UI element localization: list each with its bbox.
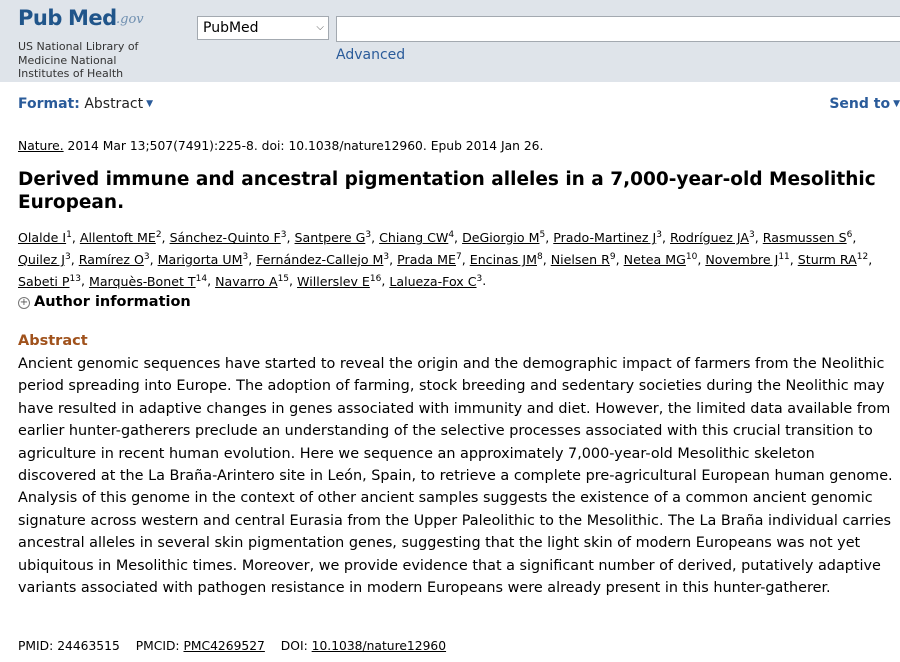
author-link[interactable]: Chiang CW bbox=[379, 230, 449, 246]
author-item bbox=[18, 274, 81, 289]
author-link[interactable]: Willerslev E bbox=[297, 273, 370, 289]
author-affiliation: 13 bbox=[69, 273, 81, 284]
format-label: Format: bbox=[18, 96, 80, 112]
author-affiliation: 8 bbox=[536, 251, 543, 262]
database-select-value: PubMed bbox=[203, 20, 259, 36]
advanced-search-link[interactable]: Advanced bbox=[336, 47, 406, 63]
author-affiliation: 3 bbox=[365, 230, 372, 240]
author-item bbox=[297, 274, 381, 289]
author-affiliation: 5 bbox=[539, 230, 546, 240]
author-item bbox=[170, 230, 287, 245]
author-affiliation: 3 bbox=[280, 230, 287, 240]
send-to-label: Send to bbox=[829, 96, 891, 112]
author-link[interactable]: Netea MG bbox=[623, 251, 686, 267]
author-information-toggle[interactable] bbox=[18, 294, 191, 310]
author-link[interactable]: Novembre J bbox=[705, 251, 779, 267]
author-link[interactable]: Encinas JM bbox=[469, 251, 537, 267]
author-item bbox=[79, 252, 150, 267]
author-link[interactable]: Rasmussen S bbox=[762, 230, 847, 246]
author-item bbox=[256, 252, 389, 267]
doi-label: DOI: bbox=[280, 639, 308, 653]
author-item bbox=[18, 252, 71, 267]
chevron-down-icon: ▼ bbox=[893, 99, 900, 109]
author-affiliation: 4 bbox=[448, 230, 455, 240]
author-item bbox=[470, 252, 543, 267]
article-title: Derived immune and ancestral pigmentation alleles in a 7,000-year-old Mesolithic European. bbox=[18, 169, 876, 213]
header-bar bbox=[0, 0, 900, 82]
citation-details: 2014 Mar 13;507(7491):225-8. doi: 10.1038/nature12960. Epub 2014 Jan 26. bbox=[63, 139, 544, 153]
author-affiliation: 3 bbox=[242, 251, 249, 262]
author-link[interactable]: Navarro A bbox=[215, 273, 278, 289]
author-affiliation: 10 bbox=[685, 251, 698, 262]
author-item bbox=[462, 230, 545, 245]
chevron-down-icon: ▼ bbox=[146, 99, 154, 109]
pmcid-link[interactable]: PMC4269527 bbox=[183, 639, 265, 653]
author-link[interactable]: Marquès-Bonet T bbox=[88, 273, 196, 289]
author-affiliation: 3 bbox=[749, 230, 755, 240]
author-item bbox=[80, 230, 162, 245]
author-item bbox=[89, 274, 207, 289]
abstract-text: Ancient genomic sequences have started to reveal the origin and the demographic impact of farmers from the Neolithic period spreading into Europe. The adoption of farming, stock breeding and sedentary societies during the Neolithic may have resulted in adaptive changes in genes associated with immunity and diet. However, the limited data available from earlier hunter-gatherers preclude an understanding of the selective processes associated with this crucial transition to agriculture in recent human evolution. Here we sequence an approximately 7,000-year-old Mesolithic skeleton discovered at the La Braña-Arintero site in León, Spain, to retrieve a complete pre-agricultural European human genome. Analysis of this genome in the context of other ancient samples suggests the existence of a common ancient genomic signature across western and central Eurasia from the Upper Paleolithic to the Mesolithic. The La Braña individual carries ancestral alleles in several skin pigmentation genes, suggesting that the light skin of modern Europeans was not yet ubiquitous in Mesolithic times. Moreover, we provide evidence that a significant number of derived, putatively adaptive variants associated with pathogen resistance in modern Europeans were already present in this hunter-gatherer. bbox=[18, 356, 893, 597]
author-link[interactable]: Sturm RA bbox=[797, 251, 857, 267]
logo-med-text: Med bbox=[68, 6, 117, 30]
author-affiliation: 2 bbox=[155, 230, 162, 240]
author-item bbox=[551, 252, 616, 267]
pmcid-label: PMCID: bbox=[135, 639, 180, 653]
author-affiliation: 1 bbox=[66, 230, 72, 240]
chevron-down-icon: ⌵ bbox=[316, 22, 324, 33]
abstract-heading: Abstract bbox=[18, 333, 88, 349]
author-item bbox=[553, 230, 662, 245]
author-list: Olalde $I^1$, Allentoft $ME^2$, Sánchez-Quinto $F^3$, Santpere $G^3$, Chiang $CW^4$, DeGiorgio $M^5$, Prado-Martinez $J^3$, Rodríguez $JA^3$, Rasmussen $S^6$, Quilez $J^3$, Ramírez $O^3$, Marigorta $UM^3$, Fernández-Callejo $M^3$, Prada $ME^7$, Encinas $JM^8$, Nielsen $R^9$, Netea MG$^{10}$, Novembre $J^{11}$, Sturm RA$^{12}$, Sabeti $P^{13}$, Marquès-Bonet $T^{14}$, Navarro $A^{15}$, Willerslev $E^{16}$, Lalueza-Fox $C^3$. bbox=[18, 230, 873, 289]
database-select[interactable] bbox=[197, 16, 329, 40]
author-item bbox=[763, 230, 853, 245]
author-link[interactable]: Allentoft ME bbox=[79, 230, 156, 246]
author-affiliation: 3 bbox=[656, 230, 662, 240]
author-item bbox=[389, 274, 482, 289]
author-link[interactable]: Marigorta UM bbox=[157, 251, 243, 267]
citation-line bbox=[18, 139, 543, 153]
plus-circle-icon: + bbox=[19, 297, 29, 308]
pmid-label: PMID: bbox=[18, 639, 54, 653]
author-affiliation: 16 bbox=[369, 273, 382, 284]
author-link[interactable]: Sabeti P bbox=[18, 273, 70, 289]
author-item bbox=[798, 252, 868, 267]
author-affiliation: 3 bbox=[476, 273, 483, 284]
author-link[interactable]: Rodríguez JA bbox=[670, 230, 750, 246]
doi-link[interactable]: 10.1038/nature12960 bbox=[311, 639, 447, 653]
send-to-menu[interactable] bbox=[829, 96, 900, 112]
library-subtitle: US National Library of Medicine National Institutes of Health bbox=[18, 40, 139, 80]
author-affiliation: 3 bbox=[143, 251, 150, 262]
format-value: Abstract bbox=[84, 96, 144, 112]
author-link[interactable]: Santpere G bbox=[294, 230, 366, 246]
author-item bbox=[158, 252, 249, 267]
pmid-value: 24463515 bbox=[57, 639, 120, 653]
author-affiliation: 14 bbox=[195, 273, 208, 284]
author-link[interactable]: Quilez J bbox=[18, 251, 65, 267]
article-identifiers bbox=[18, 639, 446, 653]
format-menu[interactable] bbox=[18, 96, 153, 112]
author-item bbox=[624, 252, 698, 267]
author-link[interactable]: Prado-Martinez J bbox=[553, 230, 657, 246]
logo-pub-text: Pub bbox=[18, 6, 62, 30]
author-item bbox=[670, 230, 755, 245]
author-item bbox=[379, 230, 454, 245]
author-link[interactable]: Sánchez-Quinto F bbox=[169, 230, 281, 246]
author-item bbox=[295, 230, 372, 245]
author-affiliation: 15 bbox=[277, 273, 290, 284]
logo-gov-text: .gov bbox=[116, 12, 144, 27]
author-link[interactable]: Lalueza-Fox C bbox=[389, 273, 477, 289]
author-affiliation: 7 bbox=[455, 251, 462, 262]
author-item bbox=[215, 274, 289, 289]
author-link[interactable]: Nielsen R bbox=[550, 251, 610, 267]
author-affiliation: 11 bbox=[778, 251, 790, 262]
author-affiliation: 6 bbox=[846, 230, 853, 240]
author-affiliation: 9 bbox=[609, 251, 616, 262]
author-information-label: Author information bbox=[34, 294, 191, 310]
search-input[interactable] bbox=[336, 16, 900, 42]
author-affiliation: 3 bbox=[383, 251, 390, 262]
author-link[interactable]: DeGiorgio M bbox=[462, 230, 540, 246]
journal-link[interactable]: Nature. bbox=[18, 139, 64, 153]
author-item bbox=[397, 252, 462, 267]
author-link[interactable]: Prada ME bbox=[397, 251, 456, 267]
author-link[interactable]: Ramírez O bbox=[78, 251, 144, 267]
author-affiliation: 3 bbox=[64, 251, 71, 262]
pubmed-logo[interactable] bbox=[18, 6, 148, 38]
author-link[interactable]: Fernández-Callejo M bbox=[256, 251, 384, 267]
author-link[interactable]: Olalde I bbox=[18, 230, 67, 246]
author-item bbox=[705, 252, 789, 267]
author-item bbox=[18, 230, 72, 245]
author-affiliation: 12 bbox=[856, 251, 869, 262]
